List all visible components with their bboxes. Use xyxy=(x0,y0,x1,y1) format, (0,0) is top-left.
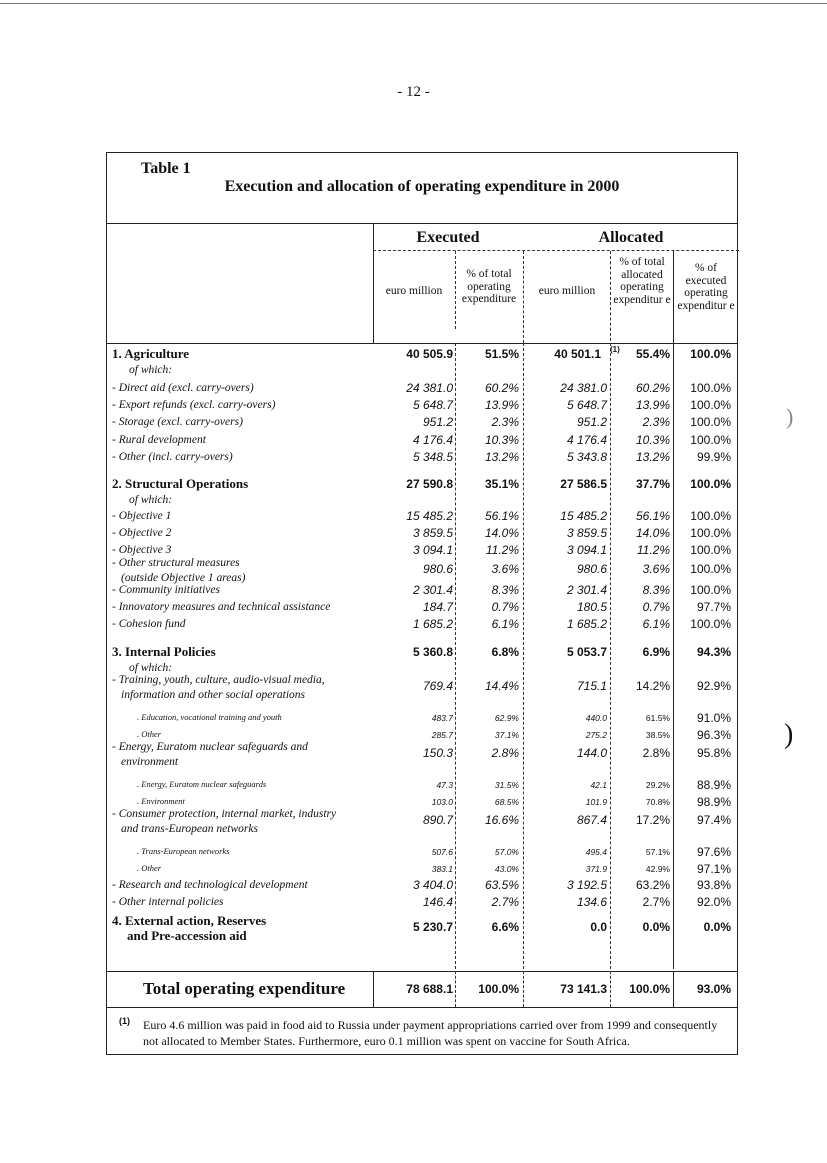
cell-c2: 8.3% xyxy=(491,583,519,597)
row-label: 2. Structural Operations xyxy=(112,476,249,491)
total-c3: 73 141.3 xyxy=(560,982,607,996)
cell-c3: 951.2 xyxy=(576,415,607,429)
cell-c4: 13.2% xyxy=(635,450,670,464)
body-divider-2 xyxy=(523,343,524,969)
col3-header: euro million xyxy=(538,285,596,297)
col4-header: % of total allocated operating expenditur e xyxy=(613,256,671,306)
row-label: - Rural development xyxy=(112,434,206,446)
col5-header: % of executed operating expenditur e xyxy=(677,262,735,312)
cell-c4: 0.7% xyxy=(642,600,670,614)
cell-c1: 507.6 xyxy=(431,847,453,857)
row-label: - Other internal policies xyxy=(112,896,224,908)
row-label: 3. Internal Policies xyxy=(112,644,216,659)
cell-c2: 63.5% xyxy=(484,878,519,892)
cell-c1: 383.1 xyxy=(431,864,453,874)
cell-c4: 13.9% xyxy=(635,398,670,412)
row-label: . Energy, Euratom nuclear safeguards xyxy=(137,779,267,789)
cell-c5: 97.6% xyxy=(696,845,731,859)
row-label: - Other structural measures xyxy=(112,557,240,569)
footnote-text: Euro 4.6 million was paid in food aid to Russia under payment appropriations carried over from 1999 and consequently not allocated to Member States. Furthermore, euro 0.1 million was spent on vaccine for South Africa. xyxy=(143,1018,718,1048)
cell-c2: 13.9% xyxy=(484,398,519,412)
cell-c1: 3 859.5 xyxy=(412,526,453,540)
row-label: of which: xyxy=(129,364,173,376)
col1-header: euro million xyxy=(385,285,443,297)
cell-c5: 100.0% xyxy=(690,415,731,429)
cell-c2: 3.6% xyxy=(491,562,519,576)
cell-c5: 100.0% xyxy=(690,398,731,412)
cell-c2: 35.1% xyxy=(484,477,519,491)
table-header xyxy=(107,153,737,224)
footnote-mark: (1) xyxy=(119,1016,130,1026)
row-label: . Trans-European networks xyxy=(137,846,230,856)
cell-c2: 62.9% xyxy=(494,713,519,723)
cell-c5: 100.0% xyxy=(690,509,731,523)
row-label: - Research and technological development xyxy=(112,879,308,891)
cell-c5: 97.1% xyxy=(696,862,731,876)
cell-c3: 0.0 xyxy=(590,920,607,934)
cell-c3: 24 381.0 xyxy=(560,381,607,395)
cell-c2: 57.0% xyxy=(494,847,519,857)
cell-c4: 55.4% xyxy=(635,347,670,361)
cell-c3: 180.5 xyxy=(576,600,607,614)
cell-c1: 951.2 xyxy=(422,415,453,429)
cell-c4: 10.3% xyxy=(635,433,670,447)
cell-c1: 769.4 xyxy=(422,679,453,693)
cell-c5: 100.0% xyxy=(690,562,731,576)
cell-c2: 6.6% xyxy=(491,920,519,934)
cell-c4: 2.8% xyxy=(642,746,670,760)
cell-c4: 17.2% xyxy=(635,813,670,827)
header-bottom-rule xyxy=(107,343,737,344)
cell-c3: 1 685.2 xyxy=(566,617,607,631)
cell-c5: 100.0% xyxy=(690,381,731,395)
cell-c1: 15 485.2 xyxy=(406,509,453,523)
cell-c2: 14.0% xyxy=(484,526,519,540)
cell-c2: 60.2% xyxy=(484,381,519,395)
cell-c3: 495.4 xyxy=(585,847,607,857)
row-label: . Other xyxy=(137,863,162,873)
total-bottom-rule xyxy=(107,1007,737,1008)
row-label: of which: xyxy=(129,494,173,506)
cell-c5: 92.9% xyxy=(696,679,731,693)
cell-c5: 92.0% xyxy=(696,895,731,909)
cell-c3: 42.1 xyxy=(590,780,607,790)
cell-c1: 285.7 xyxy=(431,730,453,740)
cell-c4: 2.3% xyxy=(642,415,670,429)
row-label: - Export refunds (excl. carry-overs) xyxy=(112,399,276,411)
cell-c5: 94.3% xyxy=(696,645,731,659)
cell-c4: 2.7% xyxy=(642,895,670,909)
cell-c1: 5 230.7 xyxy=(412,920,453,934)
cell-c3: 440.0 xyxy=(585,713,607,723)
row-label: - Other (incl. carry-overs) xyxy=(112,451,233,463)
cell-c4: 6.1% xyxy=(642,617,670,631)
row-label: - Objective 3 xyxy=(112,544,172,556)
cell-c4: 11.2% xyxy=(636,543,670,557)
cell-c1: 146.4 xyxy=(422,895,453,909)
cell-c2: 6.1% xyxy=(491,617,519,631)
cell-c5: 88.9% xyxy=(696,778,731,792)
cell-c1: 27 590.8 xyxy=(406,477,453,491)
cell-c1: 2 301.4 xyxy=(412,583,453,597)
cell-c2: 37.1% xyxy=(494,730,519,740)
cell-c2: 2.7% xyxy=(491,895,519,909)
cell-c3: 15 485.2 xyxy=(560,509,607,523)
cell-c4: 29.2% xyxy=(645,780,670,790)
col2-header: % of total operating expenditure xyxy=(461,268,517,306)
cell-c4: 57.1% xyxy=(645,847,670,857)
cell-c5: 100.0% xyxy=(690,526,731,540)
total-c2: 100.0% xyxy=(478,982,519,996)
cell-c4: 14.0% xyxy=(635,526,670,540)
total-c4: 100.0% xyxy=(629,982,670,996)
cell-c1: 103.0 xyxy=(431,797,453,807)
cell-c2: 13.2% xyxy=(484,450,519,464)
cell-c3: 3 094.1 xyxy=(566,543,607,557)
total-label: Total operating expenditure xyxy=(143,979,346,998)
cell-c5: 0.0% xyxy=(703,920,731,934)
total-c5: 93.0% xyxy=(696,982,731,996)
cell-c5: 96.3% xyxy=(696,728,731,742)
cell-c2: 0.7% xyxy=(491,600,519,614)
cell-c4: 61.5% xyxy=(645,713,670,723)
cell-c3: 980.6 xyxy=(576,562,607,576)
cell-c3: 134.6 xyxy=(576,895,607,909)
cell-c4: 56.1% xyxy=(635,509,670,523)
margin-mark: ) xyxy=(784,719,794,750)
cell-c4: 70.8% xyxy=(645,797,670,807)
cell-c3: 2 301.4 xyxy=(566,583,607,597)
body-divider-1 xyxy=(455,343,456,969)
cell-c5: 100.0% xyxy=(690,347,731,361)
col-divider-2 xyxy=(523,251,524,343)
cell-c3: 144.0 xyxy=(576,746,607,760)
cell-c1: 483.7 xyxy=(431,713,453,723)
row-label-line2: (outside Objective 1 areas) xyxy=(121,572,246,584)
row-label: - Storage (excl. carry-overs) xyxy=(112,416,243,428)
cell-c3: 715.1 xyxy=(576,679,607,693)
row-label: - Consumer protection, internal market, industry xyxy=(112,808,337,820)
cell-c3: 275.2 xyxy=(585,730,607,740)
row-label: - Cohesion fund xyxy=(112,618,186,630)
cell-c2: 56.1% xyxy=(484,509,519,523)
cell-c4: 60.2% xyxy=(635,381,670,395)
cell-c4: 6.9% xyxy=(642,645,670,659)
cell-c1: 980.6 xyxy=(422,562,453,576)
cell-c3: 5 648.7 xyxy=(566,398,607,412)
cell-c1: 24 381.0 xyxy=(406,381,453,395)
row-label: . Environment xyxy=(137,796,185,806)
table-title: Execution and allocation of operating expenditure in 2000 xyxy=(224,178,620,195)
total-c1: 78 688.1 xyxy=(406,982,453,996)
cell-c5: 100.0% xyxy=(690,583,731,597)
row-label-line2: environment xyxy=(121,756,179,768)
cell-c5: 98.9% xyxy=(696,795,731,809)
cell-c3: 40 501.1 xyxy=(554,347,601,361)
row-label: - Community initiatives xyxy=(112,584,220,596)
row-label: - Training, youth, culture, audio-visual media, xyxy=(112,674,325,686)
cell-c3: 5 343.8 xyxy=(566,450,607,464)
cell-c4: 14.2% xyxy=(635,679,670,693)
cell-c5: 97.7% xyxy=(696,600,731,614)
group-executed: Executed xyxy=(416,229,480,246)
cell-c2: 51.5% xyxy=(484,347,519,361)
cell-c2: 2.8% xyxy=(491,746,519,760)
cell-c4: 8.3% xyxy=(642,583,670,597)
cell-c3: 867.4 xyxy=(576,813,607,827)
cell-c2: 6.8% xyxy=(491,645,519,659)
cell-c3: 27 586.5 xyxy=(560,477,607,491)
cell-c1: 47.3 xyxy=(436,780,453,790)
cell-c1: 890.7 xyxy=(422,813,453,827)
group-rule xyxy=(373,250,739,251)
row-label: - Direct aid (excl. carry-overs) xyxy=(112,382,254,394)
cell-c3: 101.9 xyxy=(585,797,607,807)
group-allocated: Allocated xyxy=(598,229,664,246)
cell-c4: 37.7% xyxy=(635,477,670,491)
cell-c4: 3.6% xyxy=(642,562,670,576)
cell-c3: 4 176.4 xyxy=(566,433,607,447)
row-label: . Education, vocational training and youth xyxy=(137,712,282,722)
margin-mark: ) xyxy=(786,404,794,429)
row-label-line2: and Pre-accession aid xyxy=(127,928,247,943)
cell-c3: 3 192.5 xyxy=(566,878,607,892)
cell-c2: 68.5% xyxy=(494,797,519,807)
cell-c4: 63.2% xyxy=(635,878,670,892)
cell-c2: 14.4% xyxy=(484,679,519,693)
cell-c5: 97.4% xyxy=(696,813,731,827)
cell-c5: 91.0% xyxy=(696,711,731,725)
page-number: - 12 - xyxy=(397,84,430,100)
row-label-line2: and trans-European networks xyxy=(121,823,258,835)
cell-c2: 31.5% xyxy=(494,780,519,790)
cell-c2: 10.3% xyxy=(484,433,519,447)
cell-c5: 93.8% xyxy=(696,878,731,892)
cell-c1: 5 360.8 xyxy=(412,645,453,659)
cell-c4: 38.5% xyxy=(645,730,670,740)
cell-c5: 100.0% xyxy=(690,433,731,447)
cell-c1: 5 348.5 xyxy=(412,450,453,464)
row-label: - Innovatory measures and technical assistance xyxy=(112,601,331,613)
row-label: of which: xyxy=(129,662,173,674)
cell-c2: 43.0% xyxy=(494,864,519,874)
col-divider-1 xyxy=(455,251,456,329)
cell-c1: 5 648.7 xyxy=(412,398,453,412)
table-frame xyxy=(106,152,738,1055)
cell-c3: 371.9 xyxy=(585,864,607,874)
cell-c3: 3 859.5 xyxy=(566,526,607,540)
cell-c1: 184.7 xyxy=(422,600,453,614)
cell-c1: 150.3 xyxy=(422,746,453,760)
total-row xyxy=(107,971,737,1007)
cell-c5: 100.0% xyxy=(690,477,731,491)
cell-c4: 42.9% xyxy=(645,864,670,874)
cell-c1: 3 094.1 xyxy=(412,543,453,557)
row-label-line2: information and other social operations xyxy=(121,689,305,701)
footnote-ref: (1) xyxy=(610,345,620,354)
page-top-rule xyxy=(0,3,827,4)
cell-c2: 16.6% xyxy=(484,813,519,827)
cell-c1: 40 505.9 xyxy=(406,347,453,361)
row-label: 1. Agriculture xyxy=(112,346,190,361)
table-label: Table 1 xyxy=(141,160,191,177)
row-label: - Objective 1 xyxy=(112,510,172,522)
cell-c2: 2.3% xyxy=(491,415,519,429)
row-label: - Energy, Euratom nuclear safeguards and xyxy=(112,741,308,753)
cell-c5: 95.8% xyxy=(696,746,731,760)
cell-c3: 5 053.7 xyxy=(566,645,607,659)
col-divider-3 xyxy=(610,251,611,341)
row-label: . Other xyxy=(137,729,162,739)
cell-c2: 11.2% xyxy=(485,543,519,557)
col-divider-right xyxy=(673,251,674,343)
body-divider-3 xyxy=(610,343,611,969)
cell-c5: 99.9% xyxy=(696,450,731,464)
cell-c1: 4 176.4 xyxy=(412,433,453,447)
row-label: 4. External action, Reserves xyxy=(112,913,267,928)
cell-c5: 100.0% xyxy=(690,543,731,557)
cell-c4: 0.0% xyxy=(642,920,670,934)
cell-c1: 3 404.0 xyxy=(412,878,453,892)
cell-c1: 1 685.2 xyxy=(412,617,453,631)
cell-c5: 100.0% xyxy=(690,617,731,631)
row-label: - Objective 2 xyxy=(112,527,172,539)
